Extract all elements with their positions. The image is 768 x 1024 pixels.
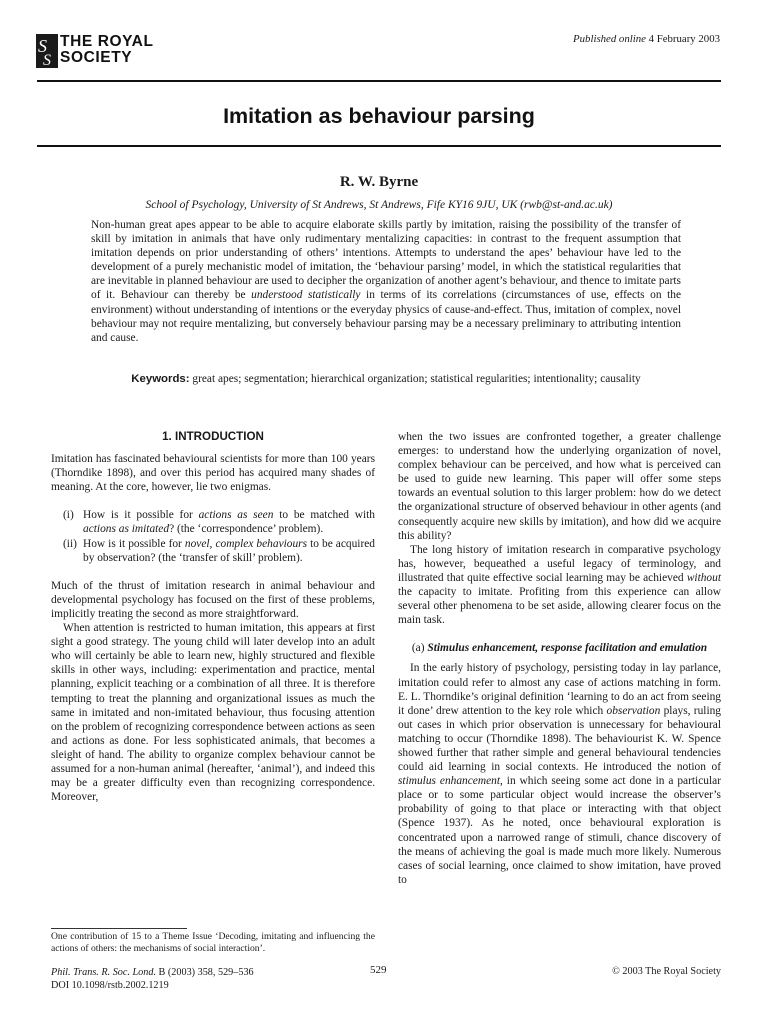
svg-text:S: S (38, 36, 47, 56)
author-affiliation: School of Psychology, University of St Andrews, St Andrews, Fife KY16 9JU, UK (rwb@st-and.ac.uk) (145, 199, 613, 211)
footnote-rule (51, 928, 187, 929)
footnote: One contribution of 15 to a Theme Issue ‘Decoding, imitating and influencing the actions of others: the mechanisms of social interaction’. (51, 931, 375, 954)
list-item-text: How is it possible for (83, 509, 199, 522)
copyright: © 2003 The Royal Society (612, 966, 721, 977)
abstract-emphasis: understood statistically (251, 289, 361, 302)
intro-paragraph-1: Imitation has fascinated behavioural scientists for more than 100 years (Thorndike 1898), and over this period has acquired many shades of meaning. At the core, however, lie two enigmas. (51, 453, 375, 494)
subsection-tag: (a) (411, 642, 425, 655)
published-online-date (573, 33, 720, 45)
royal-society-logo (36, 33, 154, 72)
journal-name: Phil. Trans. R. Soc. Lond. (51, 967, 156, 978)
list-item (51, 537, 375, 565)
svg-text:S: S (43, 52, 51, 68)
right-paragraph-3-text: In the early history of psychology, persisting today in lay parlance, imitation could refer to almost any case of actions matching in form. E. L. Thorndike’s original definition ‘learning to do an act from seeing it done’ drew attention to the key role which (398, 662, 721, 717)
list-item-text: How is it possible for (83, 537, 185, 550)
right-column (398, 430, 721, 887)
publisher-name (60, 34, 170, 66)
right-paragraph-2-text: The long history of imitation research in comparative psychology has, however, bequeathed a useful legacy of terminology, and illustrated that quite effective social learning may be achieved (398, 543, 721, 584)
citation-volume: B (2003) 358, 529–536 (158, 967, 254, 978)
citation-line (51, 966, 254, 979)
subsection-title: Stimulus enhancement, response facilitation and emulation (427, 642, 708, 655)
left-column (51, 430, 375, 804)
keywords-text: great apes; segmentation; hierarchical organization; statistical regularities; intentionality; causality (189, 373, 641, 385)
list-item-number: (i) (63, 509, 74, 522)
subsection-heading (398, 641, 721, 655)
page-number: 529 (370, 964, 387, 976)
list-item-text: to be matched with (273, 509, 375, 522)
abstract (91, 218, 681, 345)
list-item-number: (ii) (63, 537, 77, 550)
right-paragraph-3-emphasis: stimulus enhancement (398, 775, 500, 788)
right-paragraph-3-text: , in which seeing some act done in a particular place or to some particular object would increase the observer’s probability of going to that place or interacting with that object (Spence 1937). As he noted, once behavioural exploration is concentrated upon a narrowed range of stimuli, chance discovery of the means of achieving the goal is made much more likely. Numerous cases of social learning, once claimed to show imitation, have proved to (398, 775, 721, 886)
author-name: R. W. Byrne (339, 174, 419, 190)
right-paragraph-2 (398, 543, 721, 628)
list-item-text: ? (the ‘correspondence’ problem). (169, 523, 324, 536)
right-paragraph-1: when the two issues are confronted together, a greater challenge emerges: to understand how the underlying organization of novel, complex behaviour can be perceived, and how what is perceived can be used to guide new learning. This paper will offer some steps towards an eventual solution to this larger problem: how do we detect the organizational structure of observed behaviour in other agents (and consequently acquire new skills by imitation), and how did we acquire this ability? (398, 431, 721, 542)
list-item (51, 508, 375, 536)
doi: DOI 10.1098/rstb.2002.1219 (51, 980, 169, 991)
intro-paragraph-3: When attention is restricted to human imitation, this appears at first sight a good strategy. The young child will later develop into an adult who will certainly be able to learn new, highly structured and flexible skills in other ways, including: experimentation and practice, mental planning, explicit teaching or a combination of all three. It is therefore tempting to treat the planning and organizational issues as much the same in imitated and non-imitated behaviour, thus focusing attention on the problem of recognizing correspondence between actions as seen and actions as done. For less sophisticated animals, that becomes a sleight of hand. The ability to organize complex behaviour cannot be assumed for a non-human animal (hereafter, ‘animal’), and indeed this may be a greater difficulty even than recognizing correspondence. Moreover, (51, 622, 375, 804)
right-paragraph-3-emphasis: observation (606, 704, 661, 717)
right-paragraph-3 (398, 661, 721, 887)
right-paragraph-3-text: plays, ruling out cases in which prior observation is unnecessary for behavioural matching to occur (Thorndike 1898). The behaviourist K. W. Spence showed further that rather simple and general behavioural tendencies could aid learning in social contexts. He introduced the notion of (398, 704, 721, 774)
publisher-line-2: SOCIETY (60, 49, 133, 66)
list-item-text: to be acquired by observation? (the ‘transfer of skill’ problem). (83, 537, 375, 564)
abstract-text (91, 218, 681, 345)
enigma-list (51, 508, 375, 564)
published-date: 4 February 2003 (648, 33, 720, 45)
abstract-part-1: Non-human great apes appear to be able to acquire elaborate skills partly by imitation, raising the possibility of the transfer of skill by imitation in animals that have only rudimentary mentalizing capacities: in contrast to the frequent assumption that imitation depends on prior understanding of others’ intentions. Attempts to understand the apes’ behaviour have led to the development of a purely mechanistic model of imitation, the ‘behaviour parsing’ model, in which the statistical regularities that are inevitable in planned behaviour are used to decipher the organization of another agent’s behaviour, and thence to imitate parts of it. Behaviour can thereby be (91, 219, 681, 302)
header-rule-top (37, 80, 721, 82)
keywords-label: Keywords: (131, 373, 190, 385)
list-item-emphasis: actions as seen (198, 509, 274, 522)
right-paragraph-2-emphasis: without (686, 571, 721, 584)
paper-title: Imitation as behaviour parsing (223, 104, 535, 128)
header-rule-bottom (37, 145, 721, 147)
publisher-line-1: THE ROYAL (60, 33, 154, 50)
right-paragraph-2-text: the capacity to imitate. Profiting from this experience can allow several other phenomena to be set aside, allowing clearer focus on the main task. (398, 586, 721, 627)
list-item-emphasis: novel, complex behaviours (184, 537, 308, 550)
intro-paragraph-2: Much of the thrust of imitation research in animal behaviour and developmental psychology has focused on the first of these problems, implicitly treating the second as more straightforward. (51, 579, 375, 620)
keywords (91, 372, 681, 386)
section-heading-introduction: 1. INTRODUCTION (162, 430, 264, 443)
published-label: Published online (573, 33, 646, 45)
list-item-emphasis: actions as imitated (83, 523, 170, 536)
royal-society-emblem-icon (36, 34, 58, 68)
journal-citation (51, 966, 254, 992)
abstract-part-2: in terms of its correlations (circumstances of use, effects on the environment) without understanding of intentions or the everyday physics of cause-and-effect. Thus, imitation of complex, novel behaviour may not require mentalizing, but conversely behaviour parsing may be a necessary preliminary to attributing intention and cause. (91, 289, 681, 344)
